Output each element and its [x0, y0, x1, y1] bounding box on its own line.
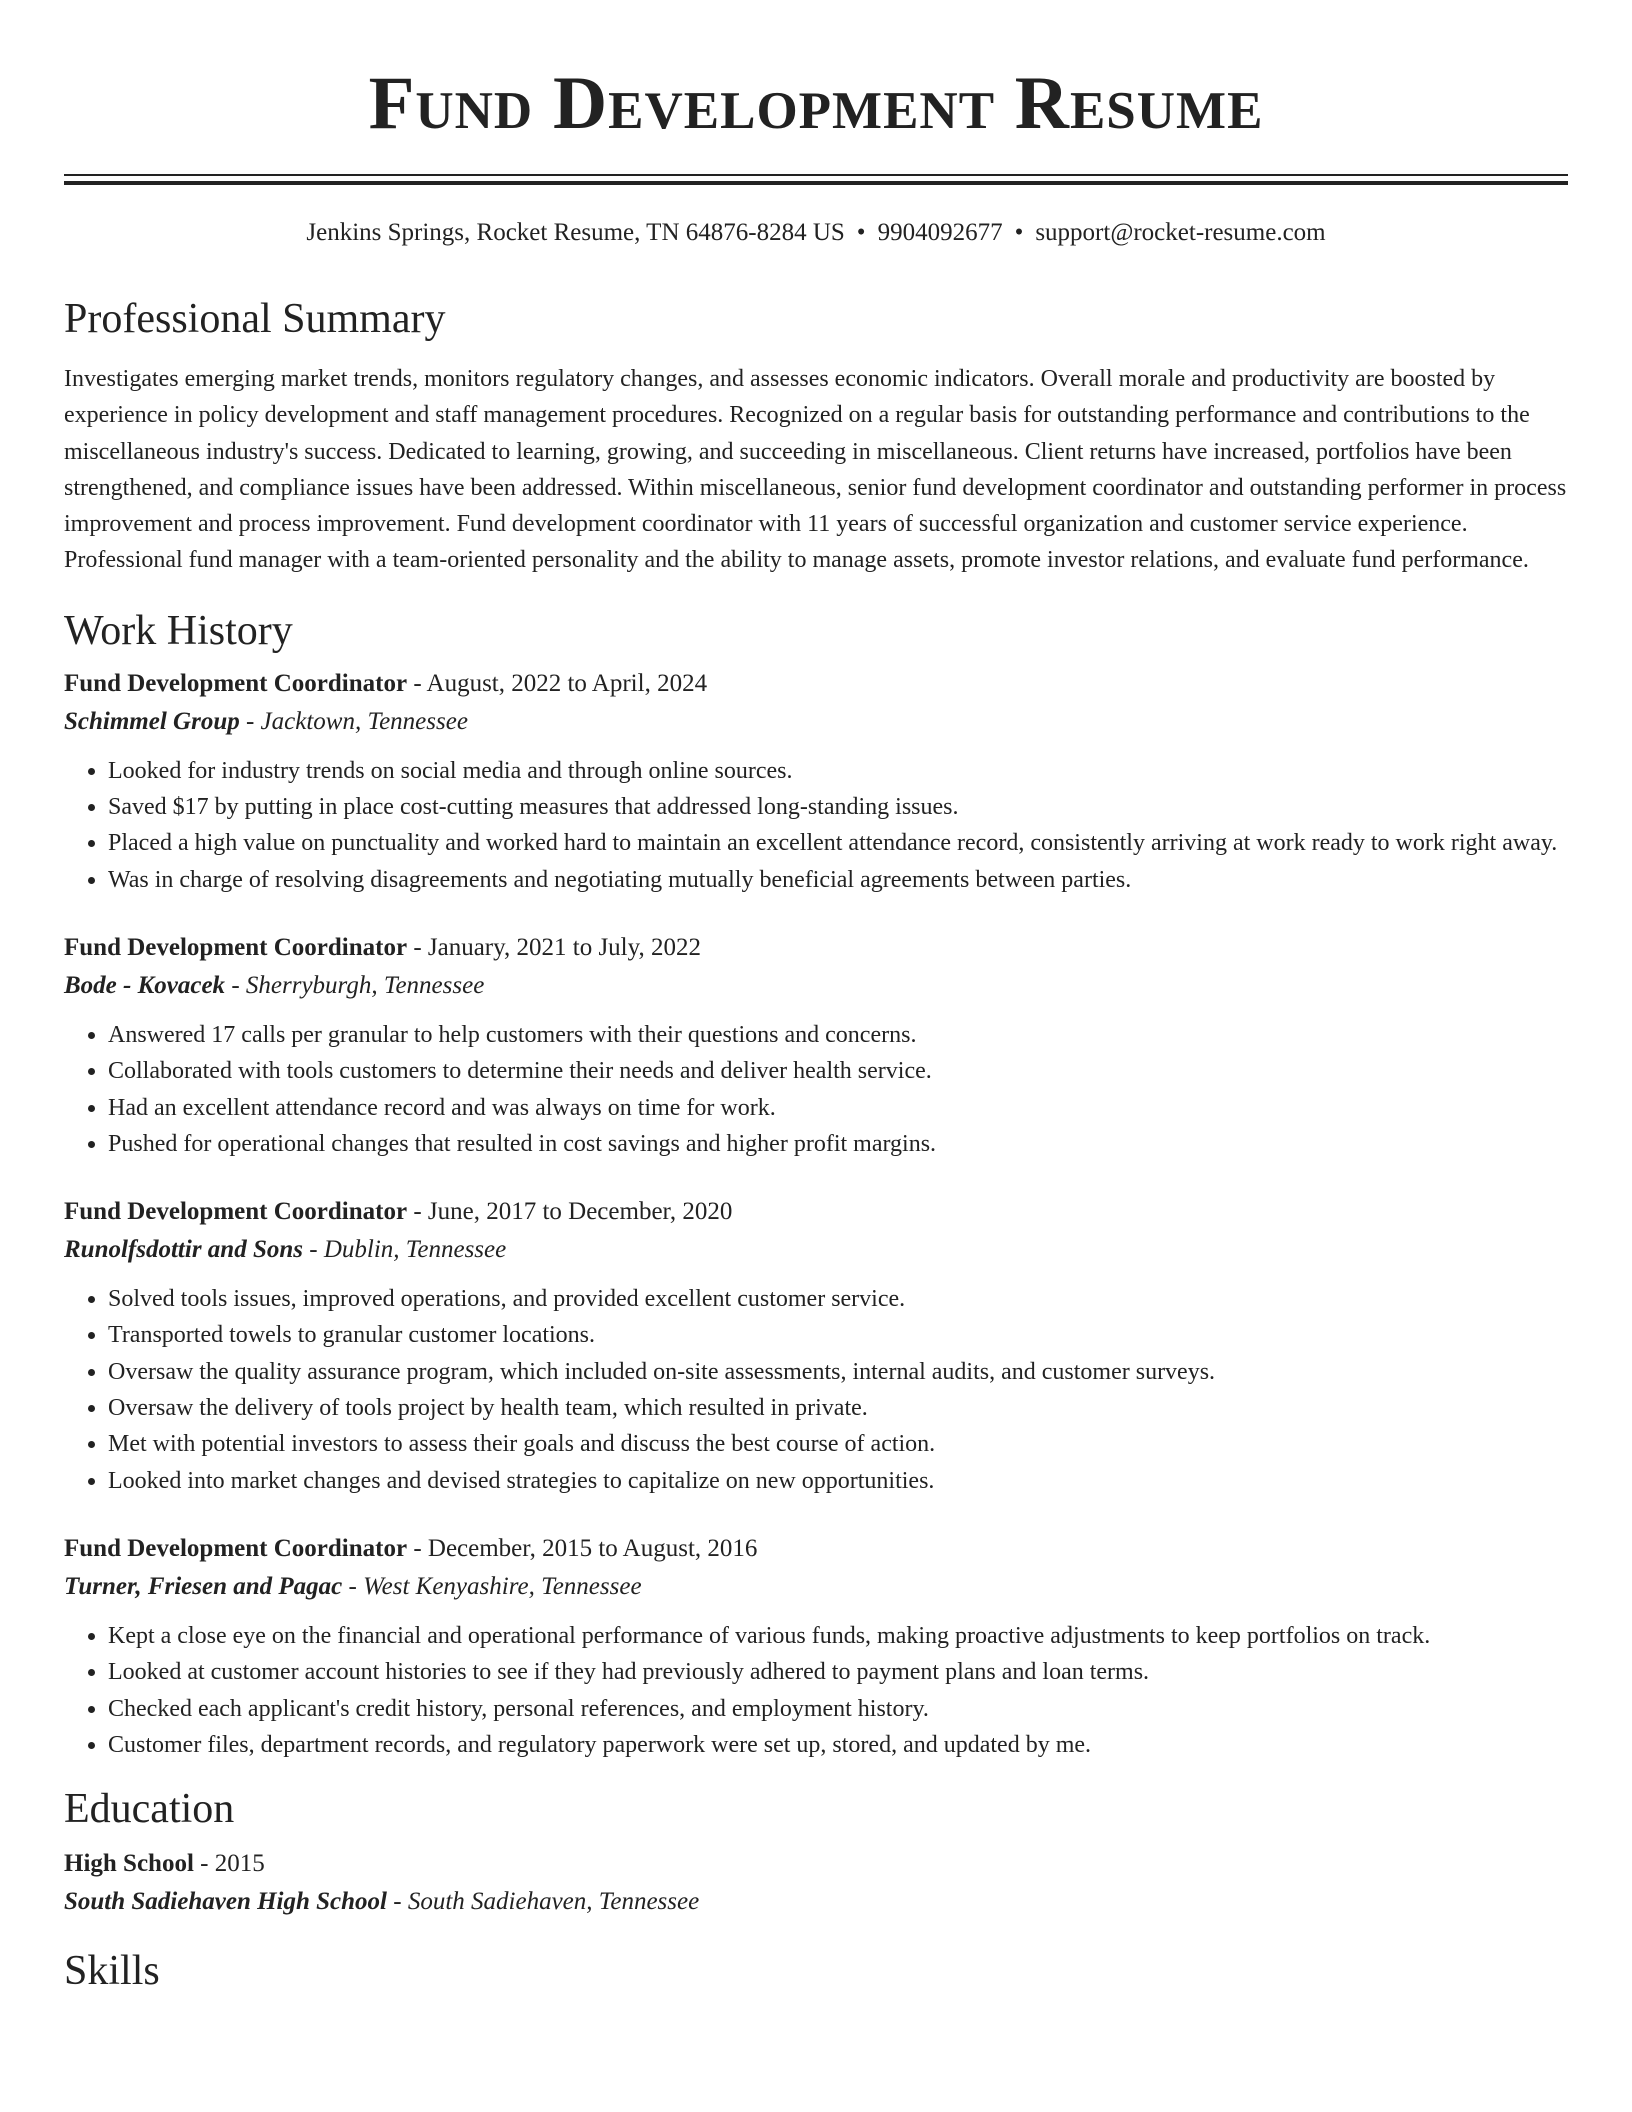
resume-title: Fund Development Resume	[368, 62, 1264, 145]
job-bullet: • Checked each applicant's credit history, personal references, and employment history.	[108, 1691, 1568, 1727]
job-bullet: • Saved $17 by putting in place cost-cutting measures that addressed long-standing issues.	[108, 789, 1568, 825]
address: Jenkins Springs, Rocket Resume, TN 64876-8284 US	[306, 219, 845, 246]
job-bullet: • Customer files, department records, and regulatory paperwork were set up, stored, and updated by me.	[108, 1727, 1568, 1763]
job-title-line	[64, 665, 1568, 703]
job-title-line	[64, 929, 1568, 967]
job-dates: - December, 2015 to August, 2016	[407, 1534, 758, 1562]
job-bullet: • Transported towels to granular customer locations.	[108, 1317, 1568, 1353]
job-bullet: • Looked at customer account histories to see if they had previously adhered to payment plans and loan terms.	[108, 1654, 1568, 1690]
education-entry	[64, 1845, 1568, 1921]
summary-text: Investigates emerging market trends, monitors regulatory changes, and assesses economic indicators. Overall morale and productivity are boosted by experience in policy development and staff management procedures. Recognized on a regular basis for outstanding performance and contributions to the miscellaneous industry's success. Dedicated to learning, growing, and succeeding in miscellaneous. Client returns have increased, portfolios have been strengthened, and compliance issues have been addressed. Within miscellaneous, senior fund development coordinator and outstanding performer in process improvement and process improvement. Fund development coordinator with 11 years of successful organization and customer service experience. Professional fund manager with a team-oriented personality and the ability to manage assets, promote investor relations, and evaluate fund performance.	[64, 366, 1567, 574]
job-dates: - August, 2022 to April, 2024	[407, 669, 708, 697]
job-bullet: • Placed a high value on punctuality and worked hard to maintain an excellent attendance record, consistently arriving at work ready to work right away.	[108, 825, 1568, 861]
school-line	[64, 1883, 1568, 1921]
job-bullet: • Met with potential investors to assess their goals and discuss the best course of action.	[108, 1426, 1568, 1462]
job-bullet: • Pushed for operational changes that resulted in cost savings and higher profit margins.	[108, 1126, 1568, 1162]
phone: 9904092677	[877, 219, 1003, 246]
job-entry	[64, 1193, 1568, 1499]
company-location: - Dublin, Tennessee	[303, 1236, 507, 1264]
work-history-heading: Work History	[64, 607, 293, 654]
job-title: Fund Development Coordinator	[64, 933, 408, 961]
job-bullets	[64, 1017, 1568, 1162]
contact-separator: •	[856, 219, 866, 246]
company-line	[64, 1231, 1568, 1269]
job-entry	[64, 1530, 1568, 1763]
graduation-year: - 2015	[193, 1850, 265, 1878]
company-location: - West Kenyashire, Tennessee	[342, 1572, 642, 1600]
job-bullet: • Had an excellent attendance record and was always on time for work.	[108, 1090, 1568, 1126]
job-title: Fund Development Coordinator	[64, 1198, 408, 1226]
company-name: Runolfsdottir and Sons	[64, 1236, 303, 1264]
degree-line	[64, 1845, 1568, 1883]
company-line	[64, 703, 1568, 741]
job-bullet: • Collaborated with tools customers to determine their needs and deliver health service.	[108, 1053, 1568, 1089]
job-dates: - June, 2017 to December, 2020	[407, 1198, 733, 1226]
company-name: Schimmel Group	[64, 707, 240, 735]
job-bullet: • Was in charge of resolving disagreements and negotiating mutually beneficial agreements between parties.	[108, 862, 1568, 898]
job-entry	[64, 929, 1568, 1162]
title-divider	[64, 174, 1568, 176]
company-line	[64, 967, 1568, 1005]
degree: High School	[64, 1850, 194, 1878]
summary-heading: Professional Summary	[64, 296, 446, 342]
company-location: - Jacktown, Tennessee	[239, 707, 468, 735]
job-bullet: • Oversaw the quality assurance program, which included on-site assessments, internal audits, and customer surveys.	[108, 1354, 1568, 1390]
job-bullet: • Answered 17 calls per granular to help customers with their questions and concerns.	[108, 1017, 1568, 1053]
company-name: Bode - Kovacek	[64, 971, 226, 999]
education-heading: Education	[64, 1786, 235, 1833]
job-title: Fund Development Coordinator	[64, 669, 408, 697]
job-title-line	[64, 1530, 1568, 1568]
school-location: - South Sadiehaven, Tennessee	[387, 1888, 700, 1916]
job-bullet: • Solved tools issues, improved operations, and provided excellent customer service.	[108, 1281, 1568, 1317]
contact-separator: •	[1014, 219, 1024, 246]
job-bullets	[64, 753, 1568, 898]
job-bullet: • Kept a close eye on the financial and operational performance of various funds, making proactive adjustments to keep portfolios on track.	[108, 1618, 1568, 1654]
job-bullet: • Looked for industry trends on social media and through online sources.	[108, 753, 1568, 789]
skills-heading: Skills	[64, 1948, 160, 1995]
job-dates: - January, 2021 to July, 2022	[407, 933, 702, 961]
job-bullets	[64, 1281, 1568, 1499]
email: support@rocket-resume.com	[1035, 219, 1326, 246]
company-location: - Sherryburgh, Tennessee	[225, 971, 485, 999]
contact-line	[64, 215, 1568, 251]
job-title: Fund Development Coordinator	[64, 1534, 408, 1562]
job-title-line	[64, 1193, 1568, 1231]
company-name: Turner, Friesen and Pagac	[64, 1572, 343, 1600]
job-bullets	[64, 1618, 1568, 1763]
job-bullet: • Oversaw the delivery of tools project by health team, which resulted in private.	[108, 1390, 1568, 1426]
school-name: South Sadiehaven High School	[64, 1888, 387, 1916]
job-bullet: • Looked into market changes and devised strategies to capitalize on new opportunities.	[108, 1463, 1568, 1499]
company-line	[64, 1568, 1568, 1606]
job-entry	[64, 665, 1568, 898]
